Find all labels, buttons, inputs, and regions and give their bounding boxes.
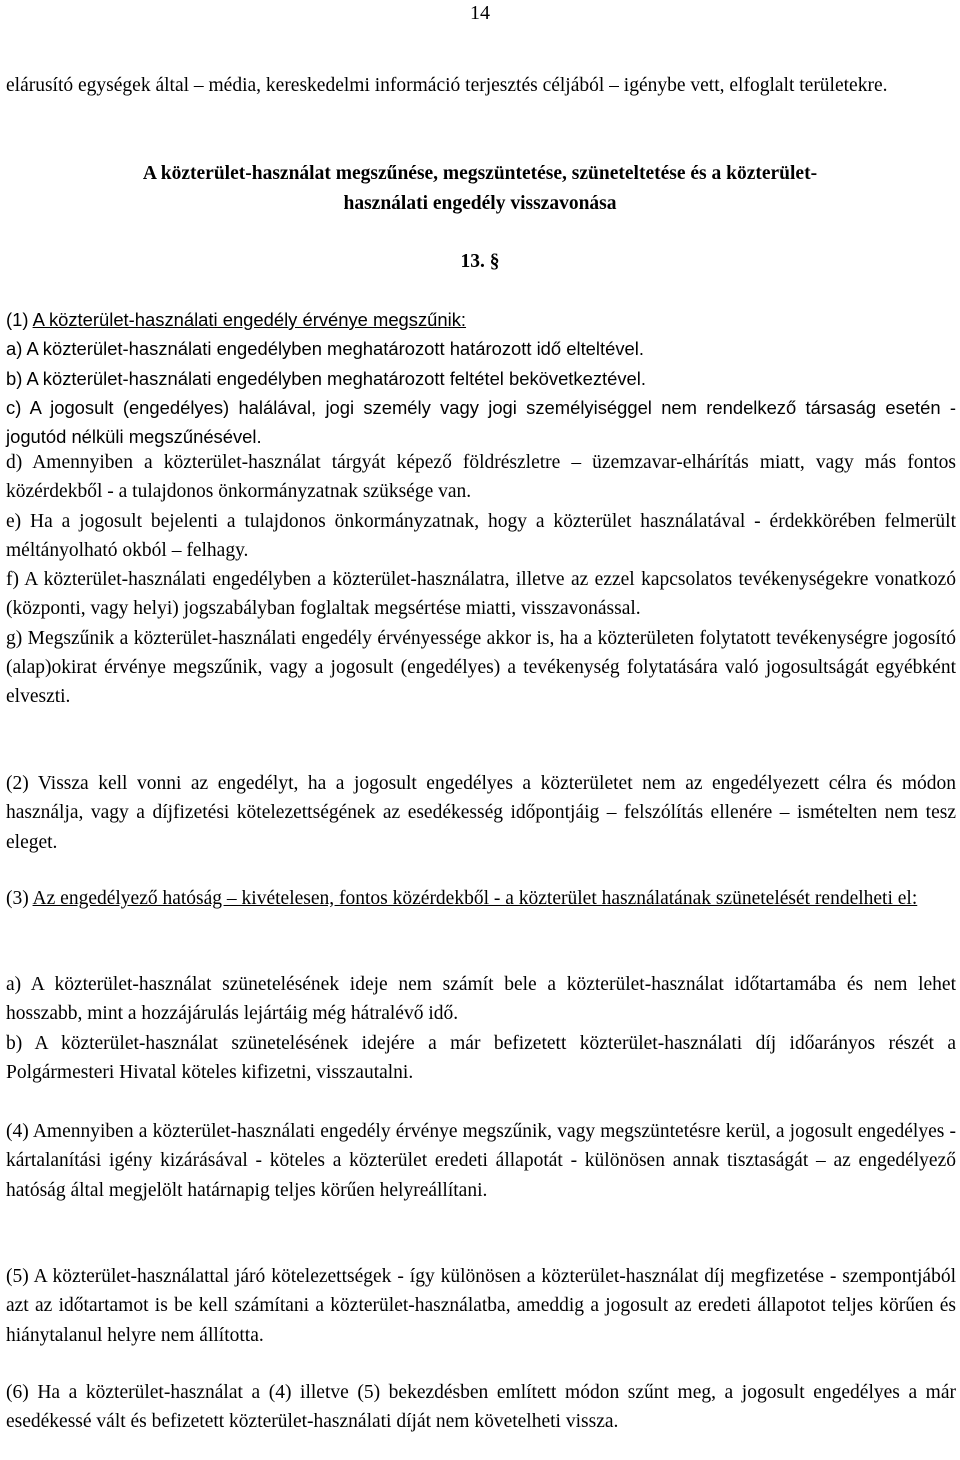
paragraph-1-item-d: d) Amennyiben a közterület-használat tárgyát képező földrészletre – üzemzavar-elhárítás miatt, vagy más fontos közérdekből - a tulajdonos önkormányzatnak szüksége van. xyxy=(6,452,956,503)
paragraph-2 xyxy=(6,769,956,857)
section-number: 13. § xyxy=(460,251,500,272)
paragraph-3-item-b: b) A közterület-használat szünetelésének idejére a már befizetett közterület-használati díj időarányos részét a Polgármesteri Hivatal köteles kifizetni, visszautalni. xyxy=(6,1032,956,1083)
paragraph-4-text: (4) Amennyiben a közterület-használati engedély érvénye megszűnik, vagy megszüntetésre kerül, a jogosult engedélyes - kártalanítási igény kizárásával - köteles a közterület eredeti állapotát - különösen annak tisztaságát – az engedélyező hatóság által megjelölt határnapig teljes körűen helyreállítani. xyxy=(6,1121,956,1201)
paragraph-6-text: (6) Ha a közterület-használat a (4) illetve (5) bekezdésben említett módon szűnt meg, a jogosult engedélyes a már esedékessé vált és befizetett közterület-használati díját nem követelheti vissza. xyxy=(6,1382,956,1433)
paragraph-3-items xyxy=(6,970,956,1087)
paragraph-6 xyxy=(6,1378,956,1437)
paragraph-5-text: (5) A közterület-használattal járó kötelezettségek - így különösen a közterület-használat díj megfizetése - szempontjából azt az időtartamot is be kell számítani a közterület-használatba, ameddig a jogosult az eredeti állapotot teljes körűen és hiánytalanul helyre nem állította. xyxy=(6,1266,956,1346)
chapter-heading-line2: használati engedély visszavonása xyxy=(343,193,617,214)
paragraph-1-continued xyxy=(6,448,956,712)
paragraph-3-heading xyxy=(6,884,956,913)
intro-paragraph xyxy=(6,71,956,100)
intro-text: elárusító egységek által – média, kereskedelmi információ terjesztés céljából – igénybe vett, elfoglalt területekre. xyxy=(6,75,888,96)
paragraph-1-item-e: e) Ha a jogosult bejelenti a tulajdonos önkormányzatnak, hogy a közterület használatával - érdekkörében felmerült méltányolható okból – felhagy. xyxy=(6,510,956,561)
page-number: 14 xyxy=(470,2,490,24)
paragraph-3-title: Az engedélyező hatóság – kivételesen, fontos közérdekből - a közterület használatának szünetelését rendelheti el: xyxy=(32,888,918,909)
paragraph-3-number: (3) xyxy=(6,888,33,909)
paragraph-2-text: (2) Vissza kell vonni az engedélyt, ha a jogosult engedélyes a közterületet nem az engedélyezett célra és módon használja, vagy a díjfizetési kötelezettségének az esedékesség időpontjáig – felszólítás ellenére – ismételten nem tesz eleget. xyxy=(6,773,956,853)
paragraph-1 xyxy=(6,305,956,451)
paragraph-1-item-g: g) Megszűnik a közterület-használati engedély érvényessége akkor is, ha a közterületen folytatott tevékenységre jogosító (alap)okirat érvénye megszűnik, vagy a jogosult (engedélyes) a tevékenység folytatására való jogosultságát egyébként elveszti. xyxy=(6,627,956,708)
paragraph-4 xyxy=(6,1117,956,1205)
paragraph-3-item-a: a) A közterület-használat szünetelésének ideje nem számít bele a közterület-használat időtartamába és nem lehet hosszabb, mint a hozzájárulás lejártáig még hátralévő idő. xyxy=(6,974,956,1025)
chapter-heading xyxy=(0,159,960,219)
paragraph-1-item-c: c) A jogosult (engedélyes) halálával, jogi személy vagy jogi személyiséggel nem rendelkező társaság esetén - jogutód nélküli megszűnésével. xyxy=(6,396,956,448)
paragraph-3 xyxy=(6,884,956,913)
chapter-heading-line1: A közterület-használat megszűnése, megszüntetése, szüneteltetése és a közterület- xyxy=(142,163,818,184)
paragraph-1-item-f: f) A közterület-használati engedélyben a közterület-használatra, illetve az ezzel kapcsolatos tevékenységekre vonatkozó (központi, vagy helyi) jogszabályban foglaltak megsértése miatti, visszavonással. xyxy=(6,569,956,620)
paragraph-1-item-b: b) A közterület-használati engedélyben meghatározott feltétel bekövetkeztével. xyxy=(6,367,646,389)
paragraph-1-number: (1) xyxy=(6,309,33,330)
paragraph-1-title: A közterület-használati engedély érvénye megszűnik: xyxy=(32,309,467,330)
paragraph-5 xyxy=(6,1262,956,1350)
paragraph-1-heading xyxy=(6,305,956,334)
paragraph-1-item-a: a) A közterület-használati engedélyben meghatározott határozott idő elteltével. xyxy=(6,338,644,360)
